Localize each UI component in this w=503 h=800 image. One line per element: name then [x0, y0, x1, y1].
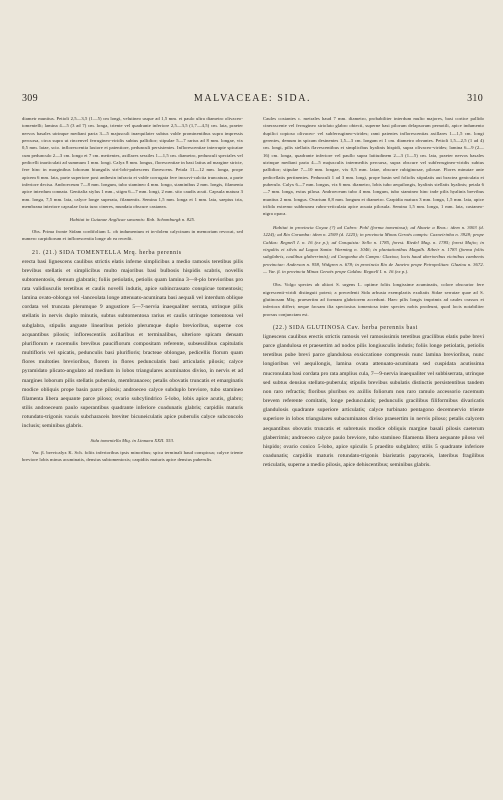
observation-note: Obs. Prima fronte Sidam cordifoliam L. ob indumentum et in-dolem calycinam in memoriam revocat, sed numero carpidiorum et inflorescentia longe ab ea recedit. [22, 228, 243, 242]
habitat-line: Habitat in Guianae Anglicae savannis: Rob. Schomburgk n. 825. [69, 217, 196, 223]
description-paragraph: diametr munitus. Petioli 2,5—3,5 (1—5) cm longi, velutineo usque ad 1,5 mm. et paulo ultra diametro olivaceo-tomentelli; lamina 4—5 (3 ad 7) cm. longa, triente vel quadrante inferiore 2,5—3,5 (1,7—4,5) cm. lata, praeter nervos basales utrinque mediani paria 3—5 majusculi inaequilater subtus valde prominentibus supra impressis percursa, circa supra ut rincenvel ferrugineo-viridis subtus pallidior; stipulae 5—7 rarius ad 8 mm. longae, vix 0,5 mm. latae, scio. inflorescentia laxiore et patentiore, pedunculi persistentes. Inflorescentiae interrupte spicatae cum pedunculo 2—3 cm. longo et 7 cm. metientes, axillares sessiles 1—1,5 cm. diametro, pedunculi speciales vel pedicelli inarticulati ad summum 1 mm. longi. Calyx 8 mm. longus, florescentiae in basi latius ad margine stricte, fere hinc in marginibus loborum biungulis stri-lobi-pubescens flavescens. Petala 11—12 mm. longa, prope apicem 6 mm. lata, parte superiore post anthesin infracta et valde corrugata fere incurvi-calcita truncatura, a parte inferiore decisa. Androeceum 7—8 mm. longum, tubo stamineo 4 mm. longo, staminibus 2 mm. longis, filamenta apice interdum connata. Genitalia stylus 1 mm., stigm 6—7 mm. longi, 2 mm. sito caudis acuti. Capsula matura 3 mm. longa, 7,5 mm. lata, calyce longe superata, filamentis. Semina 1,5 mm. longa et 1 mm. lata, saepius tria, membrana interiore capsulae facta tunc cineres, mundata obscure castanea. [22, 116, 243, 210]
page-header [22, 93, 483, 109]
species-description: lignescens caulibus erectis strictis ramosis vel ramosissimis teretibus gracilibus elatis pube brevi parce glandulosa et praesertim ad nodos pilis longiusculis indutis; foliis longe petiolatis, petiolis teretibus pube brevi parce glandulosa exsiccatione compressis nunc lamina brevioribus, nunc longioribus vel aequilongis, lamina ovata attenuato-acuminata sed cuspidata acutissima mucronulata basi cordata pro rata amplius cula, 7—9-nervia inaequaliter vel subbiserrata, utrinque sed subtus densius stellato-puberula; stipulis brevibus subulatis distinctis persistentibus tandem non raro refractis; floribus pluribus ex axillis foliorum non raro ramulo accessorio racemum brevem referente comitatis, longe pedunculatis; pedunculis gracilibus filiformibus divaricatis glandulosis quadrante superiore articulatis; calyce turbinato pentagono decemnervio triente superiore in lobos triangulares subacuminatos diviso praesertim in nervis piloso; petalis calycem aequantibus obovatis truncatis et subretusis modice obliquis margine basali pilosis caeterum glaberrimis; androeceo calyce paulo breviore, tubo stamineo filamenta libera aequante piloso vel hispido; ovario conico 5-lobo, apice spiculis 5 praedito subglabro; stilis 5 quadrante inferiore coadunatis; carpidiis maturis rotundato-trigonis biaristatis papyraceis, lateribus fragilibus reticulatis, superne a medio pilosis, apice dehiscentibus; seminibus glabris. [263, 333, 484, 469]
right-column [263, 115, 484, 470]
page-number-right: 310 [467, 93, 483, 104]
variety-note: Var. β. brevicalyx K. Sch. foliis inferioribus ipsis minoribus; spica terminali haud conspicua; calyce triente breviore lobis minus acuminatis, densius subtomentosis; carpidiis maturis apice densius puberulis. [22, 449, 243, 463]
left-column [22, 115, 243, 464]
description-paragraph: Caules costantes c. metrales haud 7 mm. diametro, probabiliter interdum multo majores, basi cortice pallido cinerascente vel ferrugineo striolato glabro obtecti, superne basi pilorum delapsorum pernotili, apice indumento dupilici copioso olivaceo- vel subferrugineo-virides; rami patentes inflorescentias axillares 1—1,5 cm. longi gerentes, demum in spicam desinentes 1,5—3 cm. longam et 1 cm. diametro obvantes. Petioli 1,5—2,5 (1 ad 4) cm. longi, pilis stellatis flavescentibus et simplicibus hyalinis hispidi, supra olivaceo-virides; lamina 6—9 (2—16) cm. longa, quadrante inferiore vel paullo supra latitudinem 2—3 (1—5) cm. lata, praeter nervos basales utrinque mediani paria 4—5 majusculis intermediis percursa, supra obscure vel subferrugineo-viridis subtus pallidior; stipulae 7—10 mm. longae, vix 0,5 mm. latae, obscure rubiginosae, pilosae. Flores minutae ante pedicellatis pertinentes. Pedunculi 1 ad 3 mm. longi, prope basin sed foliolis stipulatis aut bractea geniculata et puberulo. Calyx 6—7 mm. longus, vix 6 mm. diametro, lobis tubo aequilongis, hyalinis stellatis hyalinis; petala 6—7 mm. longa, extus pilosa. Androeceum tubo 4 mm. longum, tubo stamineo hinc inde pilis hyalinis brevibus munitus 2 mm. longus. Ovarium 0,8 mm. longum et diametro. Carpidia matura 3 mm. longa, 1,5 mm. lata, apice trifida extremo subbrunea rubro-reticulata apice acuata pilosula. Semina 1,5 mm. longa, 1 mm. lata, castaneo-nigra opaca. [263, 116, 484, 217]
species-heading: (22.) SIDA GLUTINOSA Cav. herba perennis basi [273, 324, 419, 331]
running-title: MALVACEAE: SIDA. [193, 93, 312, 104]
species-heading: 21. (21.) SIDA TOMENTELLA Mrq. herba perennis [32, 249, 182, 256]
observation-note: Obs. Volgo species ab altiori S. urgens L. optime foliis longissime acuminatis, colore obscurior fere nigrescenti-viridi distinguit potest; a precedenti Sida arbusta exemplariis exaltatis Sidae serratae quae ad S. glutinosam Miq. praesertim ad formam glabriorem accedunt. Haec pilis longis imprimis ad caules crassos et inferiora differt; neque facsam ilia speciosius tomentosa inter species nobis prodeunt, quod locis notabiliter prorsus conjunctam est. [263, 282, 484, 317]
species-description: erecta basi lignescens caulibus strictis elatis inferne simplicibus a medio ramosis teretibus pilis brevibus stellatis et simplicibus multo majoribus basi bulbosis hispidis scabris, novellis subtomentosis, demum glabratis; foliis petiolatis, petiolis quam lamina 3—8-plo brevioribus pro rata validiusculis teretibus et caulis novelli indutis, apice subincrassato conspicue tomentosis; lamina ovato-oblonga vel -lanceolata longe attenuato-acuminata basi aequali vel interdum oblique cordata vel truncata plerumque 9 angustiore 5—7-nervia inaequaliter serrata, utrinque pilis stellatis in nervis duplo minutis, subtus subtomentosa rarius et caulis utrinque tomentosa vel subglabra, stipulis anguste linearibus petiolo plerumque duplo brevioribus, superne cos acquantibus pilosis; inflorescentiis axillaribus et terminalibus, ulteriore spicam densam pluriflorum e racemulis brevibus pauciflorum compositam referente, subsessilibus capitulatis multifloris vel spicatis, pedunculis basi plurifloris; bracteae oblongae, pedicellis florum quam flores multoties brevioribus, florem in flores pedunculatis basi articulatis pilosis; calyce pyramidato plicato-angulato ad medium in lobos triangulares acuminatos diviso, in nervis et ad margines loborum pilis stellatis puberulo, membranaceo; petalis obovatis truncatis et emarginatis modice obliquis prope basin parce pilosis; androeceo calyce subduplo breviore, tubo stamineo filamenta libera aequante parce piloso; ovario subcylindrico 5-lobo, lobis apice acutis, glabro; stilis androeceum paulo superantibus quadrante inferiore coadunatis glabris; carpidiis maturis rotundato-trigonis vacuis subcharaceis breviter bicuneiculatis apice puberulis calyce subconcolo inclusis; seminibus glabris. [22, 258, 243, 430]
page-number-left: 309 [22, 93, 38, 104]
synonym-line: Sida tomentella Miq. in Linnaea XXII. 553. [90, 438, 175, 444]
habitat-paragraph: Habitat in provincia Goyaz (?) ad Cabro: Pohl (forma tomentosa); ad Abaete a Bras.: idem n. 3003 (d. 1224); ad Rio Corumba: idem n. 2509 (d. 1225); in provincia Minas Geraës campis: Caxoeirinha n. 3928; prope Caldas: Regnell I. n. 16 (ex p.); ad Conquista: Sello n. 1785, forest. Riedel Mag. n. 1785; forest Majio; in virgultis et silvis ad Lagoa Santa: Warming n. 1046; in plantationibus Magalh. Ribeir n. 1783 (forma foliis subglabris, caulibus glaberrimis); ad Congonha do Campo: Glaziou; locis haud uberioribus vicinibus cambenis provinciae: Anderson n. 958, Widgren n. 678; in provincia Rio de Janeiro prope Petropolitan: Glaziou n. 3672. — Var. β. in provincia Minas Geraës prope Caldas: Regnell I. n. 16 (ex p.). [263, 224, 484, 274]
